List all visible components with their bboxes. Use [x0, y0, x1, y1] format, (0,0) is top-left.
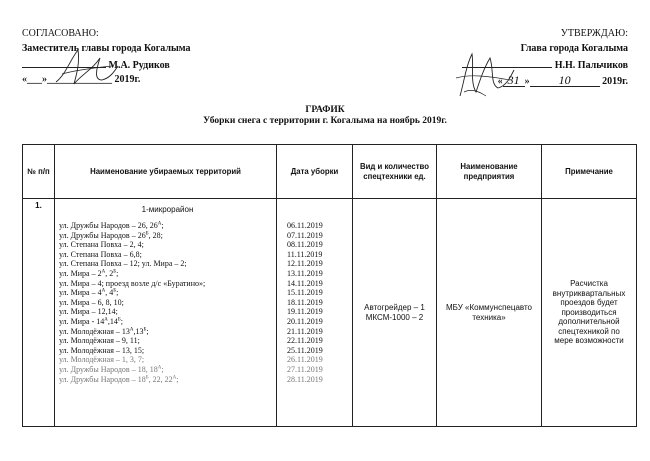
date-item: 08.11.2019	[287, 240, 323, 250]
date-item: 27.11.2019	[287, 364, 323, 374]
date-item: 11.11.2019	[287, 249, 323, 259]
address-list	[59, 221, 276, 384]
date-item: 25.11.2019	[287, 345, 323, 355]
col-header-note: Примечание	[542, 145, 637, 199]
schedule-table	[22, 144, 637, 427]
address-item: ул. Мира – 12,14;	[59, 307, 118, 317]
date-item: 19.11.2019	[287, 307, 323, 317]
address-item: ул. Степана Повха – 12; ул. Мира – 2;	[59, 259, 187, 269]
head-position: Глава города Когалыма	[520, 43, 628, 54]
address-item: ул. Дружбы Народов – 18, $18^А$;	[59, 364, 164, 374]
date-item: 15.11.2019	[287, 288, 323, 298]
col-header-territory: Наименование убираемых территорий	[55, 145, 277, 199]
company-cell: МБУ «Коммунспецавто техника»	[437, 199, 542, 427]
document-subtitle: Уборки снега с территории г. Когалыма на ноябрь 2019г.	[203, 116, 447, 126]
date-item: 20.11.2019	[287, 316, 323, 326]
address-item: ул. Молодёжная – $13^А,13^Б$;	[59, 326, 149, 336]
district-name: 1-микрорайон	[141, 205, 194, 214]
signature-right	[450, 48, 520, 100]
date-item: 14.11.2019	[287, 278, 323, 288]
address-item: ул. Мира – 4; проезд возле д/с «Буратино»;	[59, 278, 206, 288]
note-cell: Расчистка внутриквартальных проездов будет производиться дополнительной спецтехникой по мере возможности	[542, 199, 637, 427]
approve-title: УТВЕРЖДАЮ:	[560, 28, 628, 39]
row-number: 1.	[23, 199, 55, 427]
date-item: 22.11.2019	[287, 336, 323, 346]
date-item: 12.11.2019	[287, 259, 323, 269]
date-item: 26.11.2019	[287, 355, 323, 365]
address-item: ул. Степана Повха – 6,8;	[59, 249, 142, 259]
address-item: ул. Степана Повха – 2, 4;	[59, 240, 144, 250]
table-header-row	[23, 145, 637, 199]
address-item: ул. Молодёжная – 1, 3, 7;	[59, 355, 145, 365]
date-item: 28.11.2019	[287, 374, 323, 384]
date-item: 13.11.2019	[287, 268, 323, 278]
address-item: ул. Мира – $4^А$, $4^Б$;	[59, 288, 119, 298]
address-item: ул. Молодёжная – 9, 11;	[59, 336, 140, 346]
head-date-month: 10	[530, 74, 600, 87]
date-item: 06.11.2019	[287, 221, 323, 230]
address-item: ул. Дружбы Народов – $18^Б$, 22, $22^А$;	[59, 374, 179, 384]
date-item: 21.11.2019	[287, 326, 323, 336]
document-title: ГРАФИК	[305, 105, 345, 115]
address-item: ул. Мира - $14^А,14^Б$;	[59, 316, 123, 326]
approver-name: М.А. Рудиков	[108, 60, 170, 71]
head-name: Н.Н. Пальчиков	[554, 60, 628, 71]
table-row	[23, 199, 637, 427]
address-item: ул. Дружбы Народов – $26^Б$, 28;	[59, 230, 163, 240]
col-header-equipment: Вид и количество спецтехники ед.	[353, 145, 437, 199]
equipment-cell: Автогрейдер – 1 МКСМ-1000 – 2	[353, 199, 437, 427]
head-date-day: 31	[503, 74, 525, 87]
address-item: ул. Мира – $2^А$, $2^Б$;	[59, 268, 119, 278]
date-item: 18.11.2019	[287, 297, 323, 307]
date-list	[287, 221, 352, 384]
head-date: « 31 » 10 2019г.	[497, 73, 628, 87]
date-item: 07.11.2019	[287, 230, 323, 240]
address-item: ул. Мира – 6, 8, 10;	[59, 297, 124, 307]
col-header-date: Дата уборки	[277, 145, 353, 199]
col-header-company: Наименование предприятия	[437, 145, 542, 199]
address-item: ул. Дружбы Народов – 26, $26^А$;	[59, 221, 164, 230]
address-item: ул. Молодёжная – 13, 15;	[59, 345, 145, 355]
approval-title: СОГЛАСОВАНО:	[22, 28, 99, 39]
approver-date: «___»_____________ 2019г.	[22, 74, 141, 85]
col-header-number: № п/п	[23, 145, 55, 199]
signature-left	[52, 44, 122, 90]
approver-position: Заместитель главы города Когалыма	[22, 43, 191, 54]
